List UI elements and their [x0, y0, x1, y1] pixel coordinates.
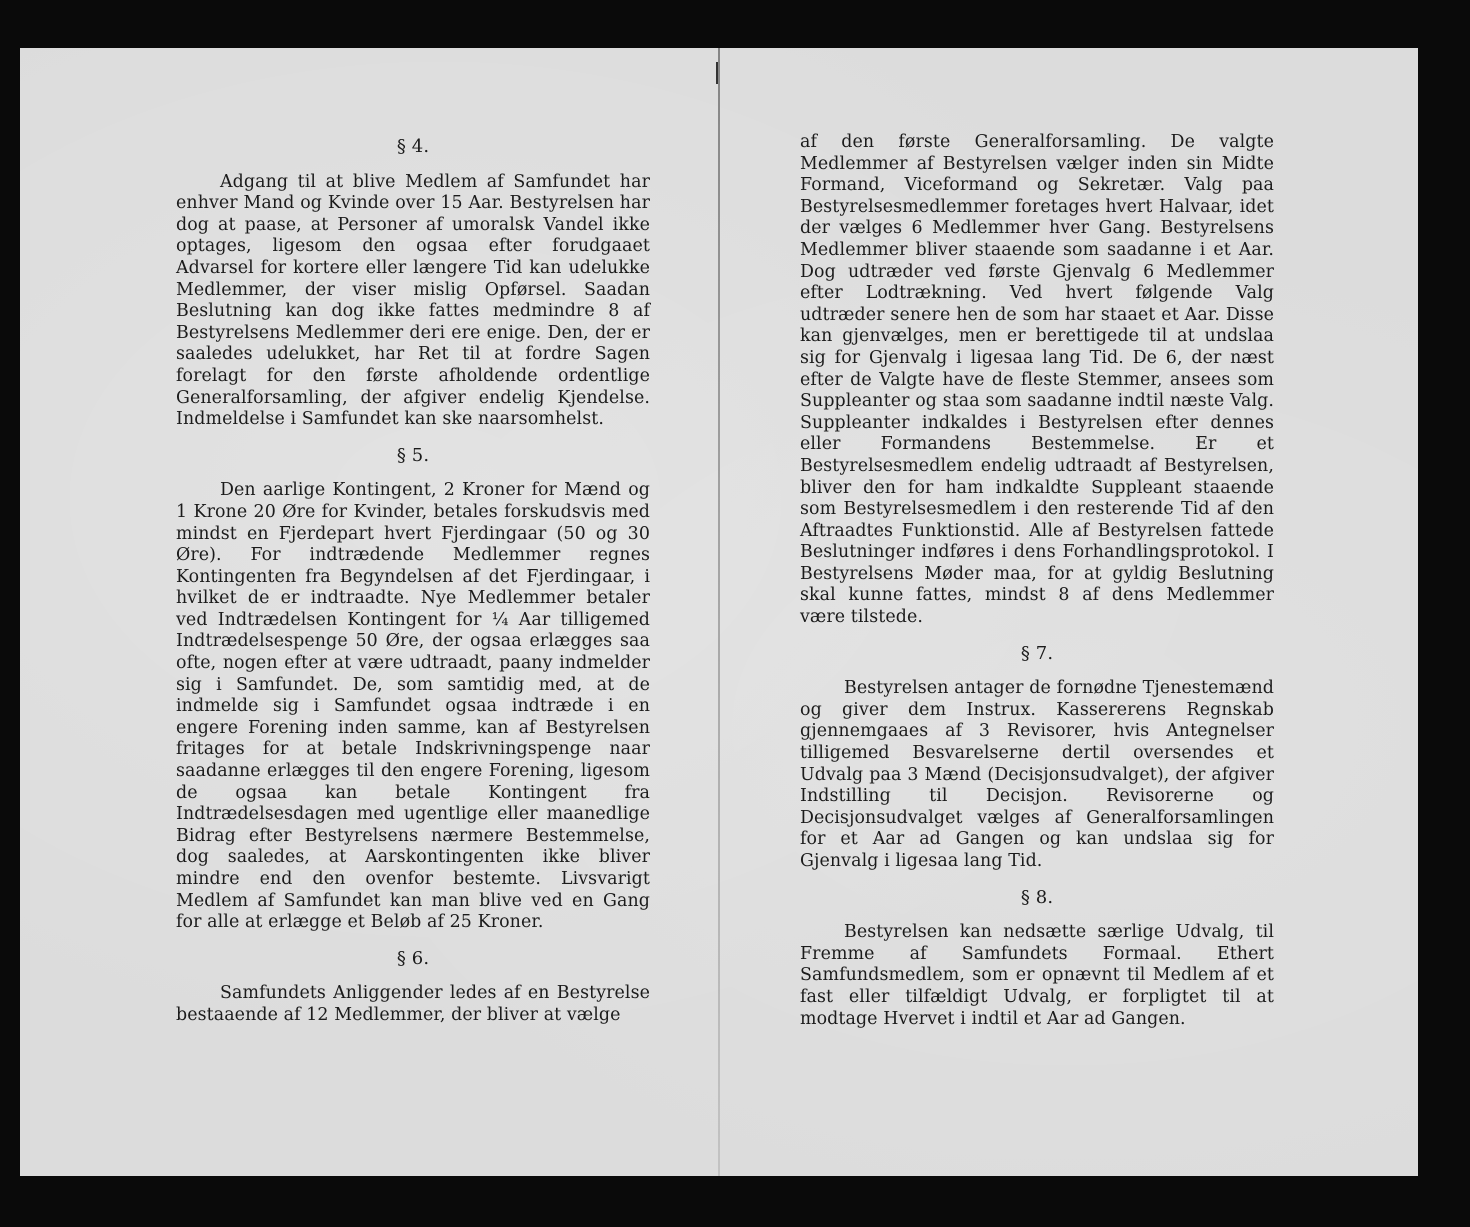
section-6-heading: § 6. [396, 947, 430, 969]
section-8-heading: § 8. [1020, 886, 1054, 908]
section-7-text: Bestyrelsen antager de fornødne Tjenestemænd og giver dem Instrux. Kassererens Regnskab gjennemgaaes af 3 Revisorer, hvis Antegnelser tilligemed Besvarelserne dertil oversendes et Udvalg paa 3 Mænd (Decisjonsudvalget), der afgiver Indstilling til Decisjon. Revisorerne og Decisjonsudvalget vælges af Generalforsamlingen for et Aar ad Gangen og kan undslaa sig for Gjenvalg i ligesaa lang Tid. [800, 678, 1274, 871]
page-fold-line [718, 48, 720, 1176]
section-8-text: Bestyrelsen kan nedsætte særlige Udvalg, til Fremme af Samfundets Formaal. Ethert Samfundsmedlem, som er opnævnt til Medlem af et fast eller tilfældigt Udvalg, er forpligtet til at modtage Hvervet i indtil et Aar ad Gangen. [800, 922, 1274, 1029]
right-page-column [800, 132, 1274, 1044]
section-6-text: Samfundets Anliggender ledes af en Bestyrelse bestaaende af 12 Medlemmer, der bliver at vælge [176, 983, 650, 1025]
left-page-column [176, 132, 650, 1041]
section-4-text: Adgang til at blive Medlem af Samfundet har enhver Mand og Kvinde over 15 Aar. Bestyrelsen har dog at paase, at Personer af umoralsk Vandel ikke optages, ligesom den ogsaa efter forudgaaet Advarsel for kortere eller længere Tid kan udelukke Medlemmer, der viser mislig Opførsel. Saadan Beslutning kan dog ikke fattes medmindre 8 af Bestyrelsens Medlemmer deri ere enige. Den, der er saaledes udelukket, har Ret til at fordre Sagen forelagt for den første afholdende ordentlige Generalforsamling, der afgiver endelig Kjendelse. Indmeldelse i Samfundet kan ske naarsomhelst. [176, 171, 650, 430]
section-5-heading: § 5. [396, 444, 430, 466]
section-7-heading: § 7. [1020, 642, 1054, 664]
section-6-continuation: af den første Generalforsamling. De valgte Medlemmer af Bestyrelsen vælger inden sin Midte Formand, Viceformand og Sekretær. Valg paa Bestyrelsesmedlemmer foretages hvert Halvaar, idet der vælges 6 Medlemmer hver Gang. Bestyrelsens Medlemmer bliver staaende som saadanne i et Aar. Dog udtræder ved første Gjenvalg 6 Medlemmer efter Lodtrækning. Ved hvert følgende Valg udtræder senere hen de som har staaet et Aar. Disse kan gjenvælges, men er berettigede til at undslaa sig for Gjenvalg i ligesaa lang Tid. De 6, der næst efter de Valgte have de fleste Stemmer, ansees som Suppleanter og staa som saadanne indtil næste Valg. Suppleanter indkaldes i Bestyrelsen efter dennes eller Formandens Bestemmelse. Er et Bestyrelsesmedlem endelig udtraadt af Bestyrelsen, bliver den for ham indkaldte Suppleant staaende som Bestyrelsesmedlem i den resterende Tid af den Aftraadtes Funktionstid. Alle af Bestyrelsen fattede Beslutninger indføres i dens Forhandlingsprotokol. I Bestyrelsens Møder maa, for at gyldig Beslutning skal kunne fattes, mindst 8 af dens Medlemmer være tilstede. [800, 132, 1274, 628]
section-5-text: Den aarlige Kontingent, 2 Kroner for Mænd og 1 Krone 20 Øre for Kvinder, betales forskudsvis med mindst en Fjerdepart hvert Fjerdingaar (50 og 30 Øre). For indtrædende Medlemmer regnes Kontingenten fra Begyndelsen af det Fjerdingaar, i hvilket de er indtraadte. Nye Medlemmer betaler ved Indtrædelsen Kontingent for ¼ Aar tilligemed Indtrædelsespenge 50 Øre, der ogsaa erlægges saa ofte, nogen efter at være udtraadt, paany indmelder sig i Samfundet. De, som samtidig med, at de indmelde sig i Samfundet ogsaa indtræde i en engere Forening inden samme, kan af Bestyrelsen fritages for at betale Indskrivningspenge naar saadanne erlægges til den engere Forening, ligesom de ogsaa kan betale Kontingent fra Indtrædelsesdagen med ugentlige eller maanedlige Bidrag efter Bestyrelsens nærmere Bestemmelse, dog saaledes, at Aarskontingenten ikke bliver mindre end den ovenfor bestemte. Livsvarigt Medlem af Samfundet kan man blive ved en Gang for alle at erlægge et Beløb af 25 Kroner. [176, 480, 650, 933]
section-4-heading: § 4. [396, 136, 430, 157]
fold-mark [716, 62, 718, 84]
